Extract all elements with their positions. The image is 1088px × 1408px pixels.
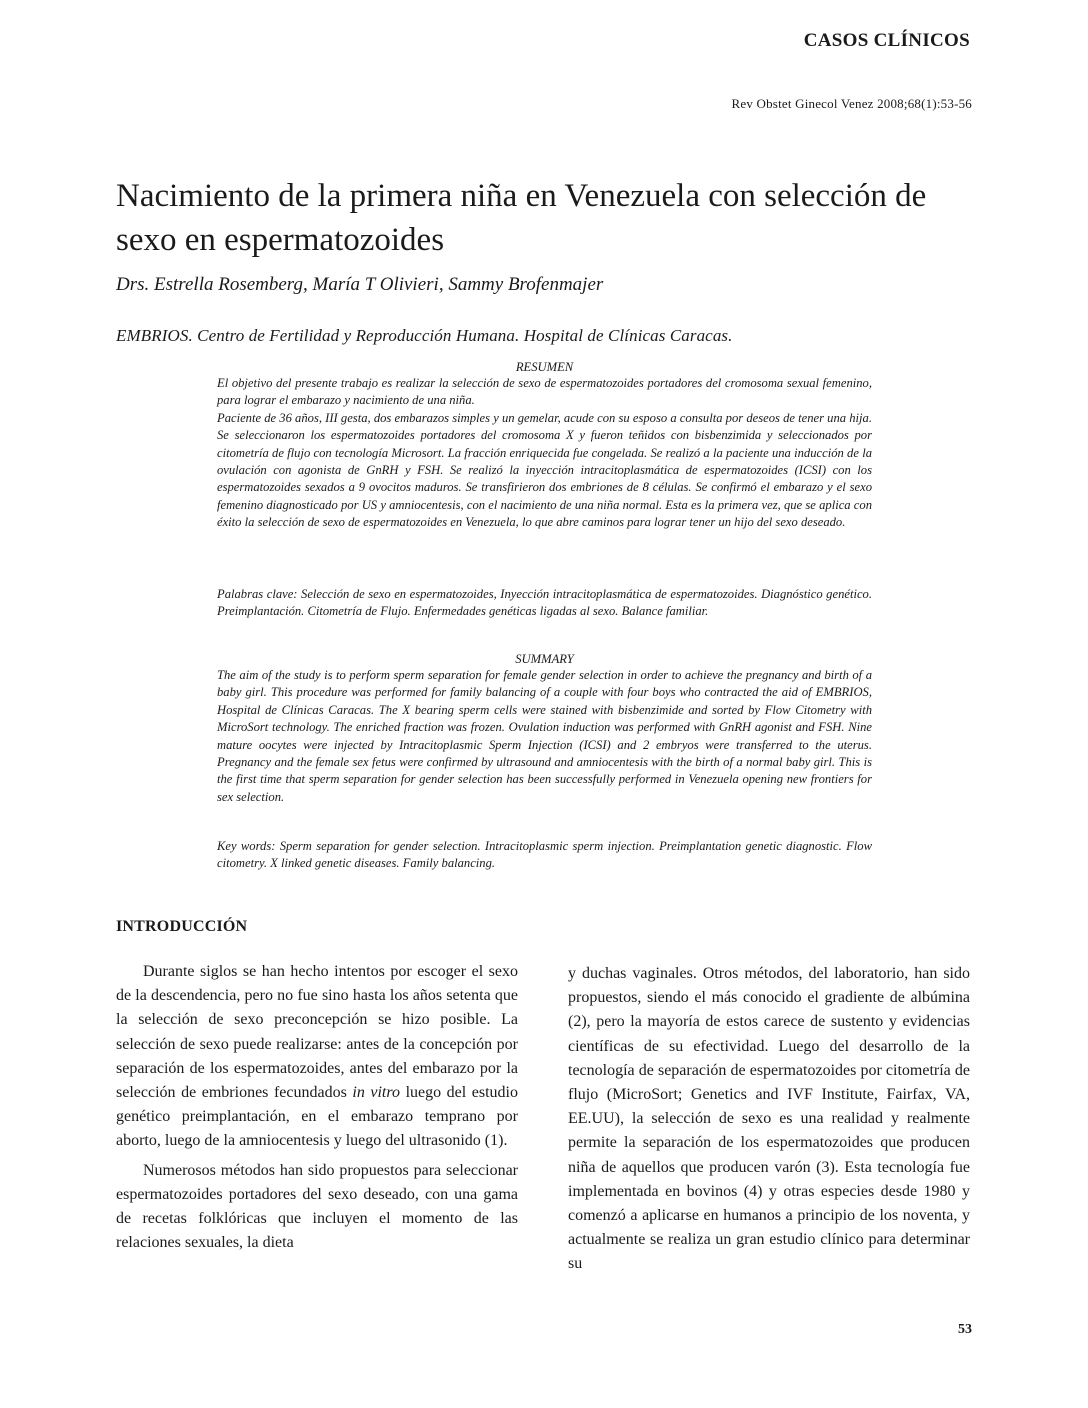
- body-column-left: [116, 960, 518, 1255]
- introduccion-heading: INTRODUCCIÓN: [116, 918, 248, 935]
- page-number: 53: [958, 1322, 972, 1337]
- palabras-clave: Palabras clave: Selección de sexo en espermatozoides, Inyección intracitoplasmática de espermatozoides. Diagnóstico genético. Preimplantación. Citometría de Flujo. Enfermedades genéticas ligadas al sexo. Balance familiar.: [217, 587, 872, 619]
- article-title: Nacimiento de la primera niña en Venezuela con selección de sexo en espermatozoides: [116, 178, 927, 258]
- key-words-block: [217, 838, 872, 873]
- resumen-paragraph-2: Paciente de 36 años, III gesta, dos embarazos simples y un gemelar, acude con su esposo a consulta por deseos de tener una hija. Se seleccionaron los espermatozoides portadores del cromosoma X y fueron teñidos con bisbenzimida y seleccionados por citometría de flujo con tecnología Microsort. La fracción enriquecida fue congelada. Se realizó a la paciente una inducción de la ovulación con agonista de GnRH y FSH. Se realizó la inyección intracitoplasmática de espermatozoides (ICSI) con los espermatozoides sexados a 9 ovocitos maduros. Se transfirieron dos embriones de 8 células. Se confirmó el embarazo y el sexo femenino diagnosticado por US y amniocentesis, con el nacimiento de una niña normal. Esta es la primera vez, que se aplica con éxito la selección de sexo de espermatozoides en Venezuela, lo que abre caminos para lograr tener un hijo del sexo deseado.: [217, 410, 872, 530]
- resumen-paragraph-1: El objetivo del presente trabajo es realizar la selección de sexo de espermatozoides portadores del cromosoma sexual femenino, para lograr el embarazo y nacimiento de una niña.: [217, 376, 872, 408]
- intro-paragraph-1: [116, 960, 518, 1154]
- summary-heading: SUMMARY: [515, 652, 574, 666]
- intro-paragraph-3: y duchas vaginales. Otros métodos, del laboratorio, han sido propuestos, siendo el más conocido el gradiente de albúmina (2), pero la mayoría de estos carece de sustento y evidencias científicas de su efectividad. Luego del desarrollo de la tecnología de separación de espermatozoides por citometría de flujo (MicroSort; Genetics and IVF Institute, Fairfax, VA, EE.UU), la selección de sexo es una realidad y realmente permite la separación de los espermatozoides que producen niña de aquellos que producen varón (3). Esta tecnología fue implementada en bovinos (4) y otras especies desde 1980 y comenzó a aplicarse en humanos a principio de los noventa, y actualmente se realiza un gran estudio clínico para determinar su: [568, 965, 970, 1273]
- affiliation: EMBRIOS. Centro de Fertilidad y Reproducción Humana. Hospital de Clínicas Caracas.: [116, 326, 733, 345]
- intro-text: Durante siglos se han hecho intentos por escoger el sexo de la descendencia, pero no fue sino hasta los años setenta que la selección de sexo preconcepción se hizo posible. La selección de sexo puede realizarse: antes de la concepción por separación de los espermatozoides, antes del embarazo por la selección de embriones fecundados: [116, 963, 518, 1102]
- in-vitro-italic: in vitro: [352, 1084, 401, 1102]
- resumen-block: [217, 360, 872, 532]
- intro-text: luego del estudio genético preimplantación, en el embarazo temprano por aborto, luego de la amniocentesis y luego del ultrasonido (1).: [116, 1084, 519, 1150]
- body-column-right: [568, 962, 970, 1277]
- summary-paragraph: The aim of the study is to perform sperm separation for female gender selection in order to achieve the pregnancy and birth of a baby girl. This procedure was performed for family balancing of a couple with four boys who contracted the aid of EMBRIOS, Hospital de Clínicas Caracas. The X bearing sperm cells were stained with bisbenzimide and sorted by Flow Citometry with MicroSort technology. The enriched fraction was frozen. Ovulation induction was performed with GnRH agonist and FSH. Nine mature oocytes were injected by Intracitoplasmic Sperm Injection (ICSI) and 2 embryos were transferred to the uterus. Pregnancy and the female sex fetus were confirmed by ultrasound and amniocentesis with the birth of a normal baby girl. This is the first time that sperm separation for gender selection has been successfully performed in Venezuela opening new frontiers for sex selection.: [217, 668, 872, 804]
- resumen-heading: RESUMEN: [515, 360, 574, 374]
- summary-block: [217, 652, 872, 806]
- palabras-clave-block: [217, 586, 872, 621]
- journal-citation: Rev Obstet Ginecol Venez 2008;68(1):53-56: [731, 96, 972, 111]
- intro-paragraph-2: Numerosos métodos han sido propuestos para seleccionar espermatozoides portadores del sexo deseado, con una gama de recetas folklóricas que incluyen el momento de las relaciones sexuales, la dieta: [116, 1161, 518, 1252]
- authors: Drs. Estrella Rosemberg, María T Olivieri, Sammy Brofenmajer: [116, 274, 604, 295]
- key-words: Key words: Sperm separation for gender selection. Intracitoplasmic sperm injection. Preimplantation genetic diagnostic. Flow citometry. X linked genetic diseases. Family balancing.: [217, 839, 872, 871]
- section-label: CASOS CLÍNICOS: [803, 30, 970, 51]
